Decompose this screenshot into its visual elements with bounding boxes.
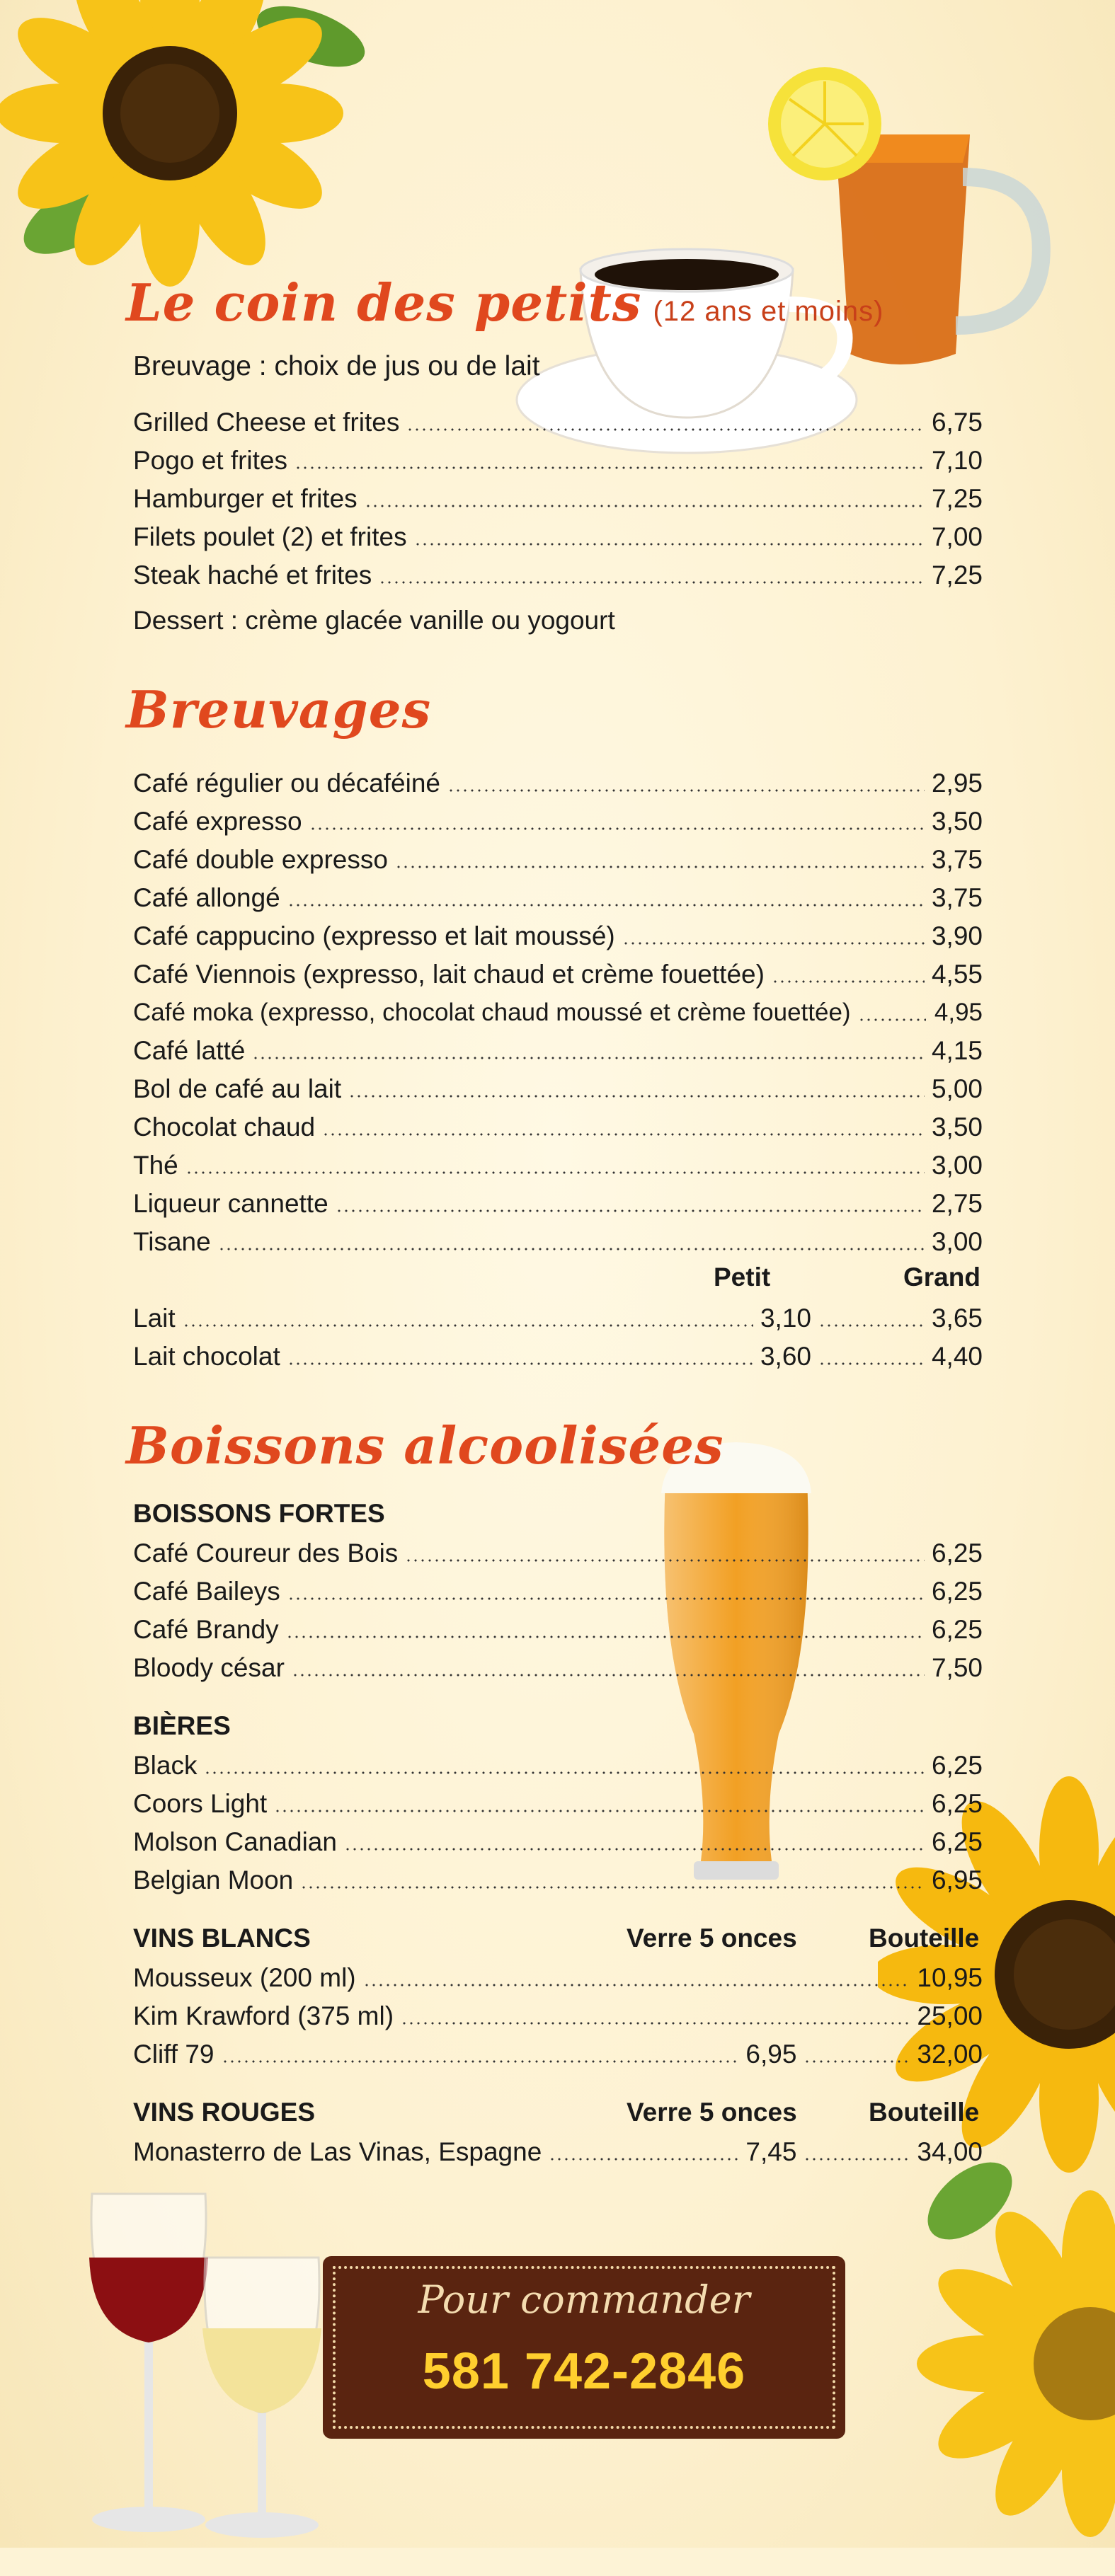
menu-item-row: Bloody césar 7,50 (133, 1653, 983, 1682)
menu-item-row: Café moka (expresso, chocolat chaud moussé et crème fouettée) 4,95 (133, 999, 983, 1026)
menu-item-row: Bol de café au lait 5,00 (133, 1074, 983, 1103)
dot-leader (287, 903, 925, 907)
dot-leader (365, 504, 925, 508)
menu-item-row: Liqueur cannette 2,75 (133, 1189, 983, 1218)
dot-leader (183, 1323, 753, 1328)
dot-leader (218, 1247, 925, 1251)
milk-item-row: Lait chocolat 3,60 4,40 (133, 1342, 983, 1371)
dot-leader (401, 2021, 910, 2025)
dot-leader (406, 427, 925, 432)
dot-leader (300, 1885, 925, 1890)
kids-age-note: (12 ans et moins) (653, 296, 884, 327)
dot-leader (395, 865, 925, 869)
menu-item-row: Café latté 4,15 (133, 1036, 983, 1065)
menu-item-row: Coors Light 6,25 (133, 1789, 983, 1818)
white-wines-glass-header: Verre 5 onces (627, 1924, 797, 1953)
menu-item-row: Thé 3,00 (133, 1151, 983, 1180)
wine-item-row: Mousseux (200 ml) 10,95 (133, 1963, 983, 1992)
dot-leader (818, 1323, 925, 1328)
dot-leader (204, 1771, 925, 1775)
dot-leader (772, 979, 925, 984)
wine-item-row: Cliff 79 6,95 32,00 (133, 2040, 983, 2069)
dot-leader (292, 1673, 925, 1677)
size-header-small: Petit (714, 1263, 771, 1292)
alcohol-section-title: Boissons alcoolisées (126, 1415, 724, 1476)
menu-item-row: Hamburger et frites 7,25 (133, 484, 983, 513)
dot-leader (252, 1056, 925, 1060)
red-wines-glass-header: Verre 5 onces (627, 2098, 797, 2127)
beers-heading: BIÈRES (133, 1711, 231, 1740)
dot-leader (858, 1018, 926, 1022)
dot-leader (274, 1809, 925, 1813)
dot-leader (322, 1132, 925, 1137)
dot-leader (222, 2059, 739, 2064)
menu-item-row: Molson Canadian 6,25 (133, 1827, 983, 1856)
strong-drinks-heading: BOISSONS FORTES (133, 1499, 385, 1528)
white-wines-bottle-header: Bouteille (869, 1924, 980, 1953)
dot-leader (295, 466, 925, 470)
order-label: Pour commander (418, 2277, 750, 2322)
size-header-large: Grand (903, 1263, 980, 1292)
menu-item-row: Café Brandy 6,25 (133, 1615, 983, 1644)
dot-leader (363, 1983, 910, 1987)
wine-item-row: Kim Krawford (375 ml) 25,00 (133, 2001, 983, 2030)
menu-item-row: Tisane 3,00 (133, 1227, 983, 1256)
dot-leader (447, 788, 925, 793)
milk-item-row: Lait 3,10 3,65 (133, 1304, 983, 1333)
order-box (326, 2259, 842, 2436)
menu-item-row: Steak haché et frites 7,25 (133, 560, 983, 590)
menu-item-row: Chocolat chaud 3,50 (133, 1112, 983, 1142)
order-phone[interactable]: 581 742-2846 (422, 2343, 746, 2400)
menu-item-row: Filets poulet (2) et frites 7,00 (133, 522, 983, 551)
dot-leader (287, 1597, 925, 1601)
menu-item-row: Grilled Cheese et frites 6,75 (133, 408, 983, 437)
kids-dessert-note: Dessert : crème glacée vanille ou yogourt (133, 606, 615, 635)
menu-item-row: Café Viennois (expresso, lait chaud et crème fouettée) 4,55 (133, 960, 983, 989)
red-wines-heading: VINS ROUGES (133, 2098, 315, 2127)
dot-leader (185, 1171, 925, 1175)
menu-item-row: Café double expresso 3,75 (133, 845, 983, 874)
white-wines-heading: VINS BLANCS (133, 1924, 311, 1953)
dot-leader (804, 2157, 910, 2161)
menu-item-row: Café expresso 3,50 (133, 807, 983, 836)
drinks-section-title: Breuvages (126, 679, 432, 740)
menu-item-row: Black 6,25 (133, 1751, 983, 1780)
dot-leader (804, 2059, 910, 2064)
kids-drink-note: Breuvage : choix de jus ou de lait (133, 351, 540, 381)
menu-item-row: Belgian Moon 6,95 (133, 1865, 983, 1894)
red-wines-bottle-header: Bouteille (869, 2098, 980, 2127)
dot-leader (379, 580, 925, 585)
menu-item-row: Café allongé 3,75 (133, 883, 983, 912)
dot-leader (336, 1209, 925, 1213)
dot-leader (622, 941, 925, 945)
dot-leader (818, 1362, 925, 1366)
menu-item-row: Café Baileys 6,25 (133, 1577, 983, 1606)
dot-leader (286, 1635, 925, 1639)
menu-item-row: Café Coureur des Bois 6,25 (133, 1539, 983, 1568)
dot-leader (405, 1558, 925, 1563)
dot-leader (414, 542, 925, 546)
kids-section-title: Le coin des petits (12 ans et moins) (126, 272, 884, 333)
dot-leader (344, 1847, 925, 1851)
wine-item-row: Monasterro de Las Vinas, Espagne 7,45 34,00 (133, 2137, 983, 2166)
menu-item-row: Café régulier ou décaféiné 2,95 (133, 769, 983, 798)
menu-item-row: Pogo et frites 7,10 (133, 446, 983, 475)
menu-item-row: Café cappucino (expresso et lait moussé) 3,90 (133, 921, 983, 950)
dot-leader (348, 1094, 925, 1098)
dot-leader (287, 1362, 753, 1366)
dot-leader (309, 827, 925, 831)
dot-leader (549, 2157, 738, 2161)
